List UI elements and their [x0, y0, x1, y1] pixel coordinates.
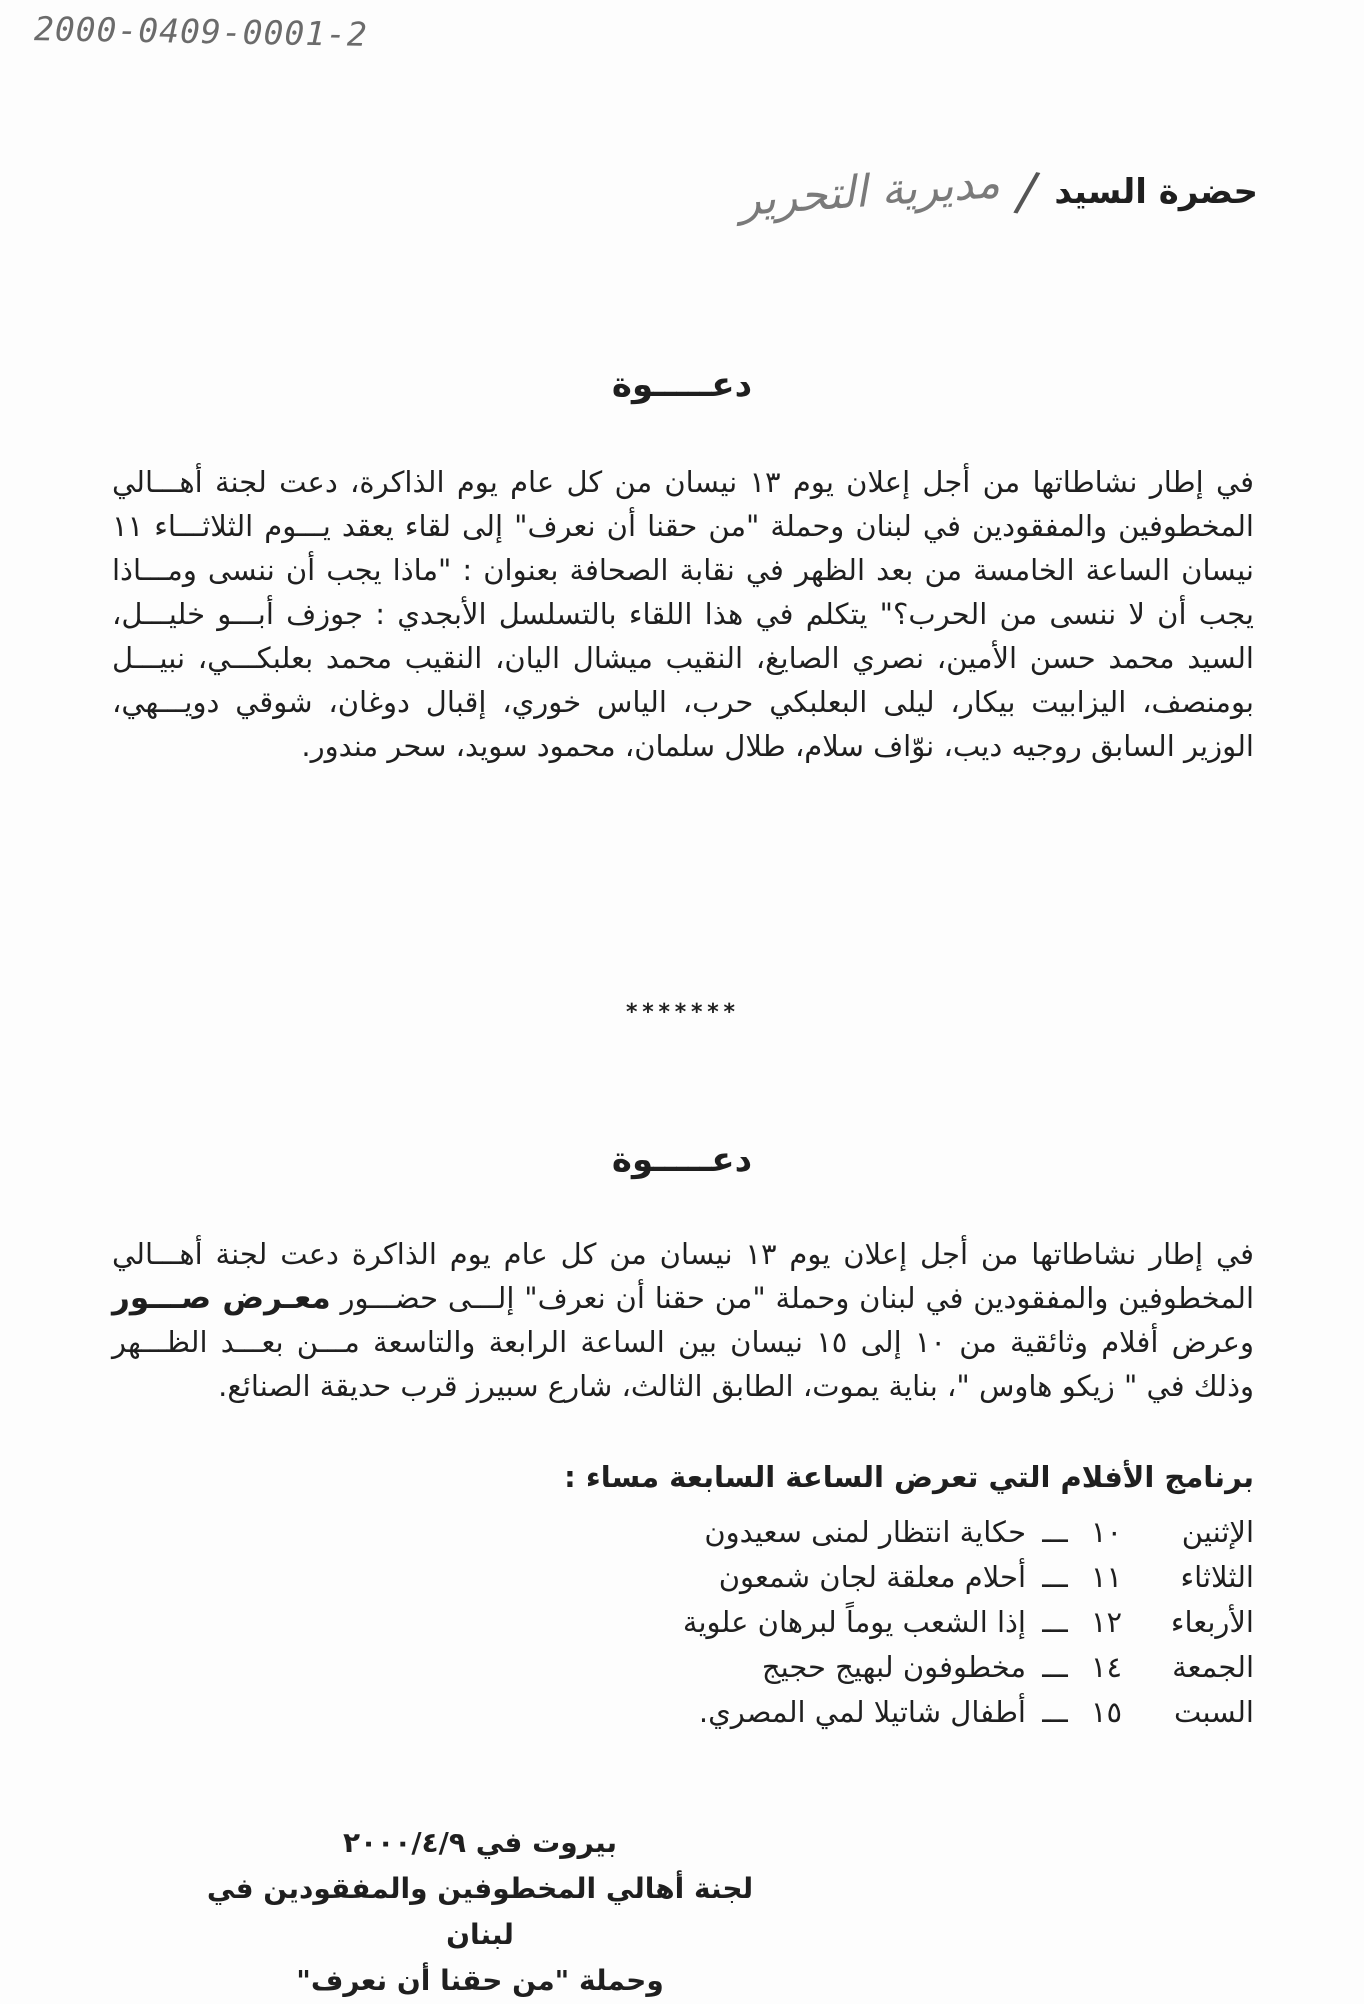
exhibition-title: معـرض صـــور [112, 1280, 331, 1316]
schedule-film: حكاية انتظار لمنى سعيدون [704, 1515, 1026, 1549]
invitation-1-body: في إطار نشاطاتها من أجل إعلان يوم ١٣ نيسان من كل عام يوم الذاكرة، دعت لجنة أهـــالي المخطوفين والمفقودين في لبنان وحملة "من حقنا أن نعرف" إلى لقاء يعقد يـــوم الثلاثـــاء ١١ نيسان الساعة الخامسة من بعد الظهر في نقابة الصحافة بعنوان : "ماذا يجب أن ننسى ومـــاذا يجب أن لا ننسى من الحرب؟" يتكلم في هذا اللقاء بالتسلسل الأبجدي : جوزف أبـــو خليـــل، السيد محمد حسن الأمين، نصري الصايغ، النقيب ميشال اليان، النقيب محمد بعلبكـــي، نبيـــل بومنصف، اليزابيت بيكار، ليلى البعلبكي حرب، الياس خوري، إقبال دوغان، شوقي دويـــهي، الوزير السابق روجيه ديب، نوّاف سلام، طلال سلمان، محمود سويد، سحر مندور. [112, 465, 1254, 763]
schedule-film: أحلام معلقة لجان شمعون [718, 1560, 1026, 1594]
schedule-row [683, 1690, 1254, 1735]
schedule-dash: ـــ [1042, 1695, 1068, 1729]
film-schedule [683, 1510, 1254, 1735]
schedule-date: ١٠ [1090, 1515, 1123, 1549]
addressee-label: حضرة السيد [1054, 171, 1258, 212]
handwritten-addressee: مديرية التحرير [737, 156, 1002, 227]
schedule-row [683, 1600, 1254, 1645]
schedule-day: الأربعاء [1170, 1605, 1254, 1639]
invitation-2-body-part2: وعرض أفلام وثائقية من ١٠ إلى ١٥ نيسان بين الساعة الرابعة والتاسعة مـــن بعـــد الظـــهر وذلك في " زيكو هاوس "، بناية يموت، الطابق الثالث، شارع سبيرز قرب حديقة الصنائع. [112, 1325, 1254, 1403]
campaign-name: وحملة "من حقنا أن نعرف" [296, 1964, 664, 1997]
schedule-day: الجمعة [1172, 1650, 1254, 1684]
schedule-date: ١٢ [1090, 1605, 1123, 1639]
schedule-date: ١٤ [1090, 1650, 1123, 1684]
schedule-dash: ـــ [1042, 1515, 1068, 1549]
schedule-day: الثلاثاء [1180, 1560, 1254, 1594]
addressee-slash: / [1011, 158, 1043, 225]
invitation-2-body-part1: في إطار نشاطاتها من أجل إعلان يوم ١٣ نيسان من كل عام يوم الذاكرة دعت لجنة أهـــالي المخطوفين والمفقودين في لبنان وحملة "من حقنا أن نعرف" إلـــى حضـــور [112, 1237, 1255, 1315]
schedule-film: إذا الشعب يوماً لبرهان علوية [682, 1605, 1026, 1639]
schedule-row [683, 1645, 1254, 1690]
schedule-day: الإثنين [1181, 1515, 1254, 1549]
organization-name: لجنة أهالي المخطوفين والمفقودين في لبنان [206, 1872, 754, 1951]
schedule-film: أطفال شاتيلا لمي المصري. [698, 1695, 1026, 1729]
invitation-1-heading: دعـــــوة [611, 365, 753, 405]
section-separator: ******* [625, 1000, 739, 1025]
place-date: بيروت في ٢٠٠٠/٤/٩ [342, 1826, 618, 1859]
addressee-line [737, 156, 1258, 227]
schedule-row [683, 1510, 1254, 1555]
invitation-2-body [112, 1232, 1254, 1408]
schedule-date: ١٥ [1090, 1695, 1123, 1729]
invitation-2-heading: دعـــــوة [611, 1140, 753, 1180]
schedule-dash: ـــ [1042, 1605, 1068, 1639]
schedule-dash: ـــ [1042, 1560, 1068, 1594]
reference-number: 2000-0409-0001-2 [33, 9, 369, 54]
schedule-date: ١١ [1090, 1560, 1123, 1594]
film-program-title: برنامج الأفلام التي تعرض الساعة السابعة مساء : [564, 1460, 1254, 1494]
schedule-day: السبت [1174, 1695, 1254, 1729]
schedule-dash: ـــ [1042, 1650, 1068, 1684]
schedule-film: مخطوفون لبهيج حجيج [761, 1650, 1026, 1684]
signature-block [170, 1820, 790, 2004]
schedule-row [683, 1555, 1254, 1600]
